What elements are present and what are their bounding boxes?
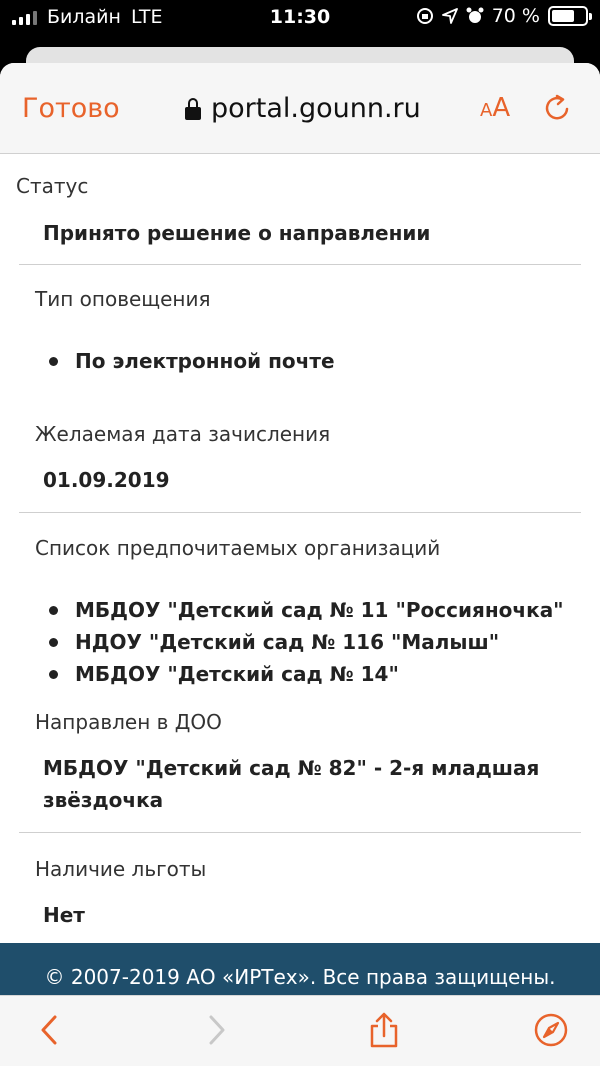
- divider: [19, 264, 581, 265]
- carrier-name: Билайн: [47, 6, 121, 28]
- browser-toolbar: [0, 995, 600, 1066]
- bullet-icon: [49, 357, 58, 366]
- desired-date-label: Желаемая дата зачисления: [35, 422, 331, 446]
- notification-type-label: Тип оповещения: [35, 287, 211, 311]
- browser-nav-bar: [0, 63, 600, 154]
- done-button[interactable]: Готово: [22, 93, 120, 124]
- divider: [19, 512, 581, 513]
- benefit-label: Наличие льготы: [35, 857, 207, 881]
- preferred-org-1: МБДОУ "Детский сад № 11 "Россияночка": [75, 598, 564, 622]
- battery-icon: [548, 6, 588, 26]
- back-arrow-icon[interactable]: [32, 1012, 68, 1048]
- clock: 11:30: [269, 6, 331, 28]
- benefit-value: Нет: [43, 903, 85, 927]
- bullet-icon: [49, 638, 58, 647]
- notification-type-value: По электронной почте: [75, 349, 335, 373]
- bullet-icon: [49, 670, 58, 679]
- assigned-doo-label: Направлен в ДОО: [35, 710, 222, 734]
- forward-arrow-icon[interactable]: [198, 1012, 234, 1048]
- compass-icon[interactable]: [533, 1012, 569, 1048]
- list-item: [49, 630, 499, 654]
- page-footer: [0, 943, 600, 1003]
- assigned-doo-value-line1: МБДОУ "Детский сад № 82" - 2-я младшая: [43, 756, 540, 780]
- status-value: Принято решение о направлении: [43, 221, 431, 245]
- share-icon[interactable]: [366, 1012, 402, 1048]
- list-item: [49, 349, 335, 373]
- reload-icon[interactable]: [543, 93, 573, 123]
- alarm-icon: [466, 7, 484, 25]
- bullet-icon: [49, 606, 58, 615]
- assigned-doo-value-line2: звёздочка: [43, 788, 164, 812]
- lock-icon: [185, 98, 201, 120]
- safari-view-sheet: [0, 63, 600, 1066]
- url-text: portal.gounn.ru: [211, 93, 421, 124]
- text-size-button[interactable]: [480, 93, 510, 123]
- preferred-org-3: МБДОУ "Детский сад № 14": [75, 662, 399, 686]
- orientation-lock-icon: [416, 7, 434, 25]
- list-item: [49, 662, 399, 686]
- network-type: LTE: [130, 6, 163, 28]
- battery-fill: [552, 10, 574, 22]
- location-icon: [442, 8, 458, 24]
- status-label: Статус: [16, 174, 89, 198]
- address-bar[interactable]: [185, 93, 421, 124]
- status-bar-right: [416, 5, 588, 27]
- battery-percent: 70 %: [491, 5, 540, 27]
- text-size-big-label: A: [492, 93, 511, 123]
- status-bar: [0, 0, 600, 36]
- divider: [19, 832, 581, 833]
- desired-date-value: 01.09.2019: [43, 468, 170, 492]
- preferred-org-2: НДОУ "Детский сад № 116 "Малыш": [75, 630, 500, 654]
- text-size-small-label: A: [480, 100, 493, 121]
- list-item: [49, 598, 564, 622]
- copyright-text: © 2007-2019 АО «ИРТех». Все права защищены.: [44, 965, 556, 989]
- preferred-orgs-label: Список предпочитаемых организаций: [35, 536, 441, 560]
